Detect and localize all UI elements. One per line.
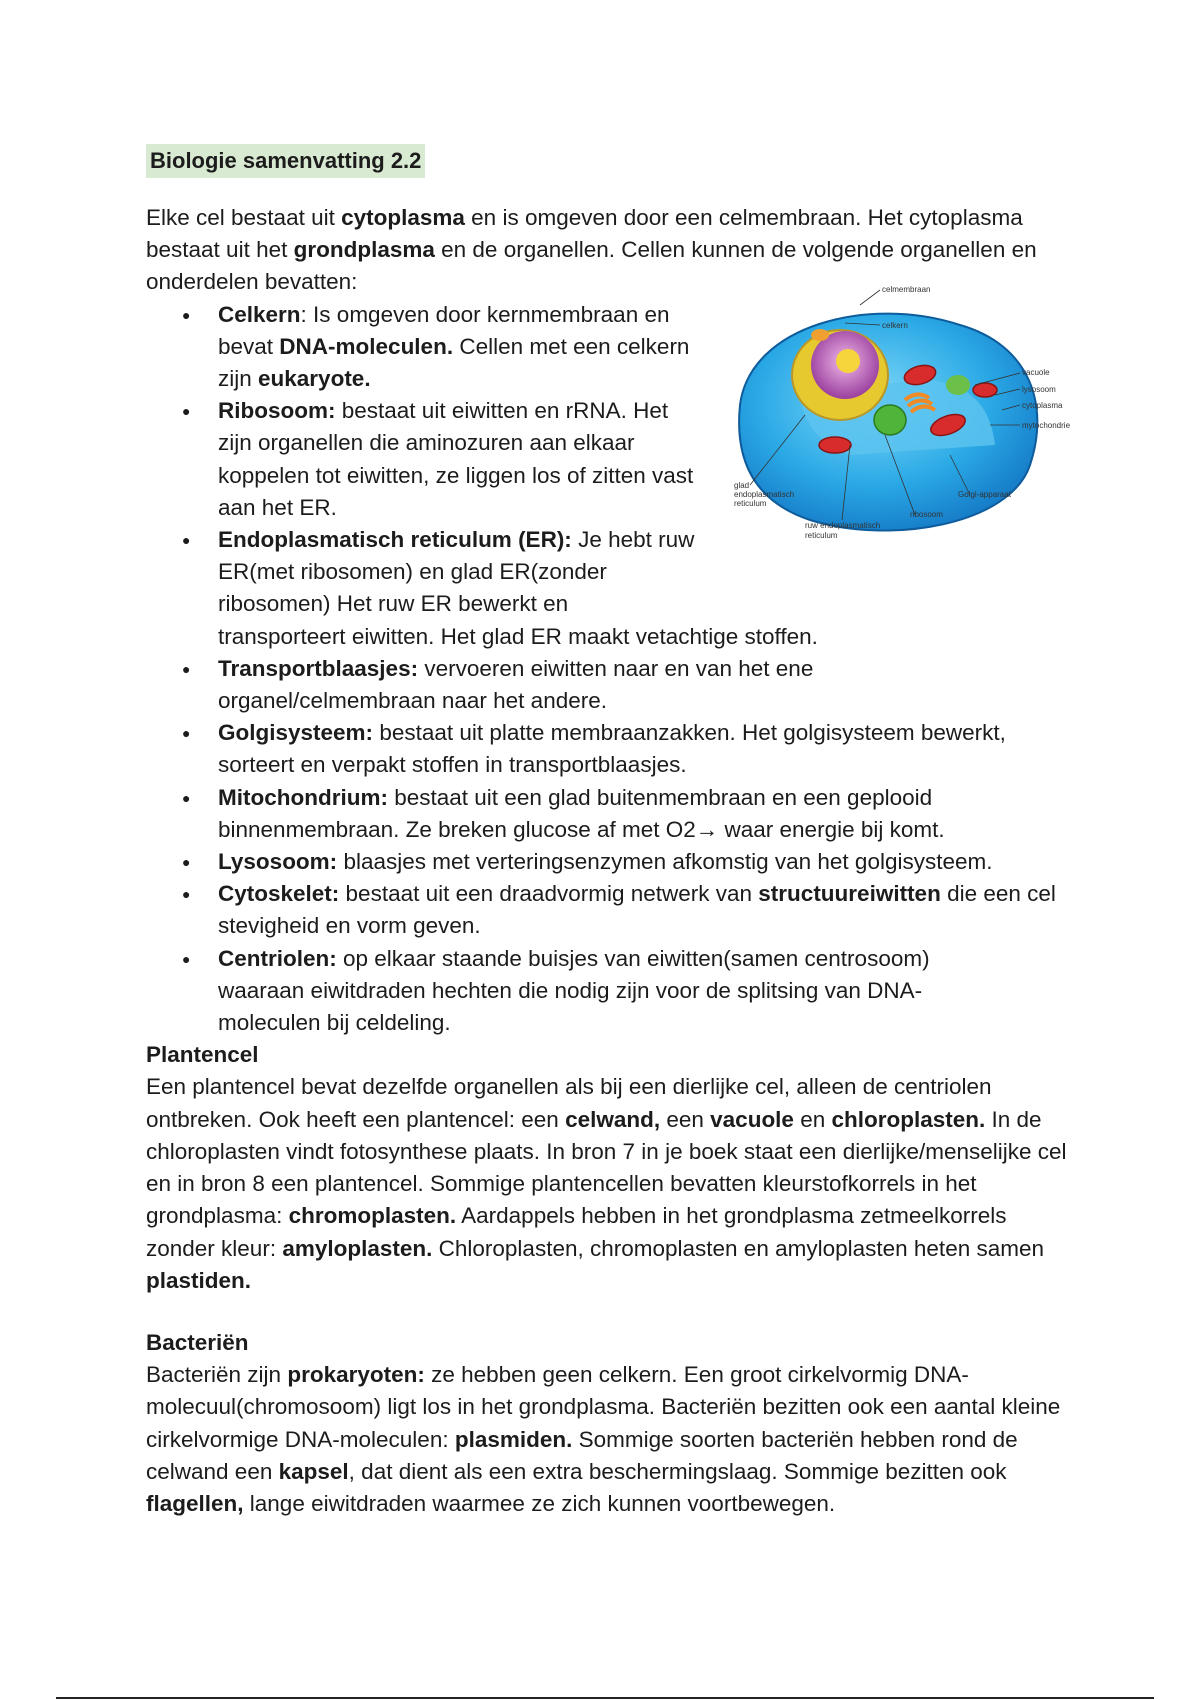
nucleolus	[836, 349, 860, 373]
list-item-lysosoom: ● Lysosoom: blaasjes met verteringsenzymen afkomstig van het golgisysteem.	[218, 846, 1076, 878]
plantencel-paragraph: Een plantencel bevat dezelfde organellen als bij een dierlijke cel, alleen de centriolen ontbreken. Ook heeft een plantencel: een celwand, een vacuole en chloroplasten. In de chloroplasten vindt fotosynthese plaats. In bron 7 in je boek staat een dierlijke/menselijke cel en in bron 8 een plantencel. Sommige plantencellen bevatten kleurstofkorrels in het grondplasma: chromoplasten. Aardappels hebben in het grondplasma zetmeelkorrels zonder kleur: amyloplasten. Chloroplasten, chromoplasten en amyloplasten heten samen plastiden.	[146, 1074, 1067, 1293]
page-title: Biologie samenvatting 2.2	[146, 144, 425, 178]
label-mytochondrie: mytochondrie	[1022, 421, 1071, 430]
plantencel-heading: Plantencel	[146, 1042, 259, 1068]
bottom-rule	[56, 1697, 1154, 1699]
list-item-golgisysteem: ● Golgisysteem: bestaat uit platte membraanzakken. Het golgisysteem bewerkt, sorteert en verpakt stoffen in transportblaasjes.	[218, 717, 1076, 781]
list-item-celkern: ● Celkern: Is omgeven door kernmembraan en bevat DNA-moleculen. Cellen met een celkern zijn eukaryote.	[218, 299, 1076, 396]
vacuole	[874, 405, 906, 435]
list-item-ribosoom: ● Ribosoom: bestaat uit eiwitten en rRNA. Het zijn organellen die aminozuren aan elkaar koppelen tot eiwitten, ze liggen los of zitten vast aan het ER.	[218, 395, 1076, 524]
label-ruw-er-2: reticulum	[805, 531, 838, 540]
label-celkern: celkern	[882, 321, 908, 330]
list-item-centriolen: ● Centriolen: op elkaar staande buisjes van eiwitten(samen centrosoom) waaraan eiwitdraden hechten die nodig zijn voor de splitsing van DNA-moleculen bij celdeling.	[218, 943, 1076, 1040]
list-item-mitochondrium: ● Mitochondrium: bestaat uit een glad buitenmembraan en een geplooid binnenmembraan. Ze breken glucose af met O2→ waar energie bij komt.	[218, 782, 1076, 846]
label-cytoplasma: cytoplasma	[1022, 401, 1063, 410]
list-item-er: ● Endoplasmatisch reticulum (ER): Je hebt ruw ER(met ribosomen) en glad ER(zonder ribosomen) Het ruw ER bewerkt en transporteert eiwitten. Het glad ER maakt vetachtige stoffen.	[218, 524, 1076, 653]
label-ruw-er-1: ruw endoplasmatisch	[805, 521, 881, 530]
label-glad-er-2: endoplasmatisch	[734, 490, 795, 499]
intro-paragraph: Elke cel bestaat uit cytoplasma en is omgeven door een celmembraan. Het cytoplasma bestaat uit het grondplasma en de organellen. Cellen kunnen de volgende organellen en onderdelen bevatten:	[146, 205, 1037, 295]
mitochondrion	[973, 383, 997, 397]
label-golgi: Golgi-apparaat	[958, 490, 1011, 499]
label-vacuole: vacuole	[1022, 368, 1050, 377]
label-glad-er-3: reticulum	[734, 499, 767, 508]
bacterien-heading: Bacteriën	[146, 1329, 249, 1355]
animal-cell-diagram	[730, 285, 1110, 595]
list-item-cytoskelet: ● Cytoskelet: bestaat uit een draadvormig netwerk van structuureiwitten die een cel stevigheid en vorm geven.	[218, 878, 1076, 942]
mitochondrion	[819, 437, 851, 453]
bacterien-paragraph: Bacteriën zijn prokaryoten: ze hebben geen celkern. Een groot cirkelvormig DNA-molecuul(chromosoom) ligt los in het grondplasma. Bacteriën bezitten ook een aantal kleine cirkelvormige DNA-moleculen: plasmiden. Sommige soorten bacteriën hebben rond de celwand een kapsel, dat dient als een extra beschermingslaag. Sommige bezitten ook flagellen, lange eiwitdraden waarmee ze zich kunnen voortbewegen.	[146, 1362, 1061, 1516]
vacuole	[811, 329, 829, 341]
label-lysosoom: lysosoom	[1022, 385, 1056, 394]
list-item-transportblaasjes: ● Transportblaasjes: vervoeren eiwitten naar en van het ene organel/celmembraan naar het andere.	[218, 653, 1076, 717]
label-celmembraan: celmembraan	[882, 285, 931, 294]
lysosome	[946, 375, 970, 395]
label-ribosoom: ribosoom	[910, 510, 943, 519]
label-glad-er-1: glad	[734, 481, 750, 490]
